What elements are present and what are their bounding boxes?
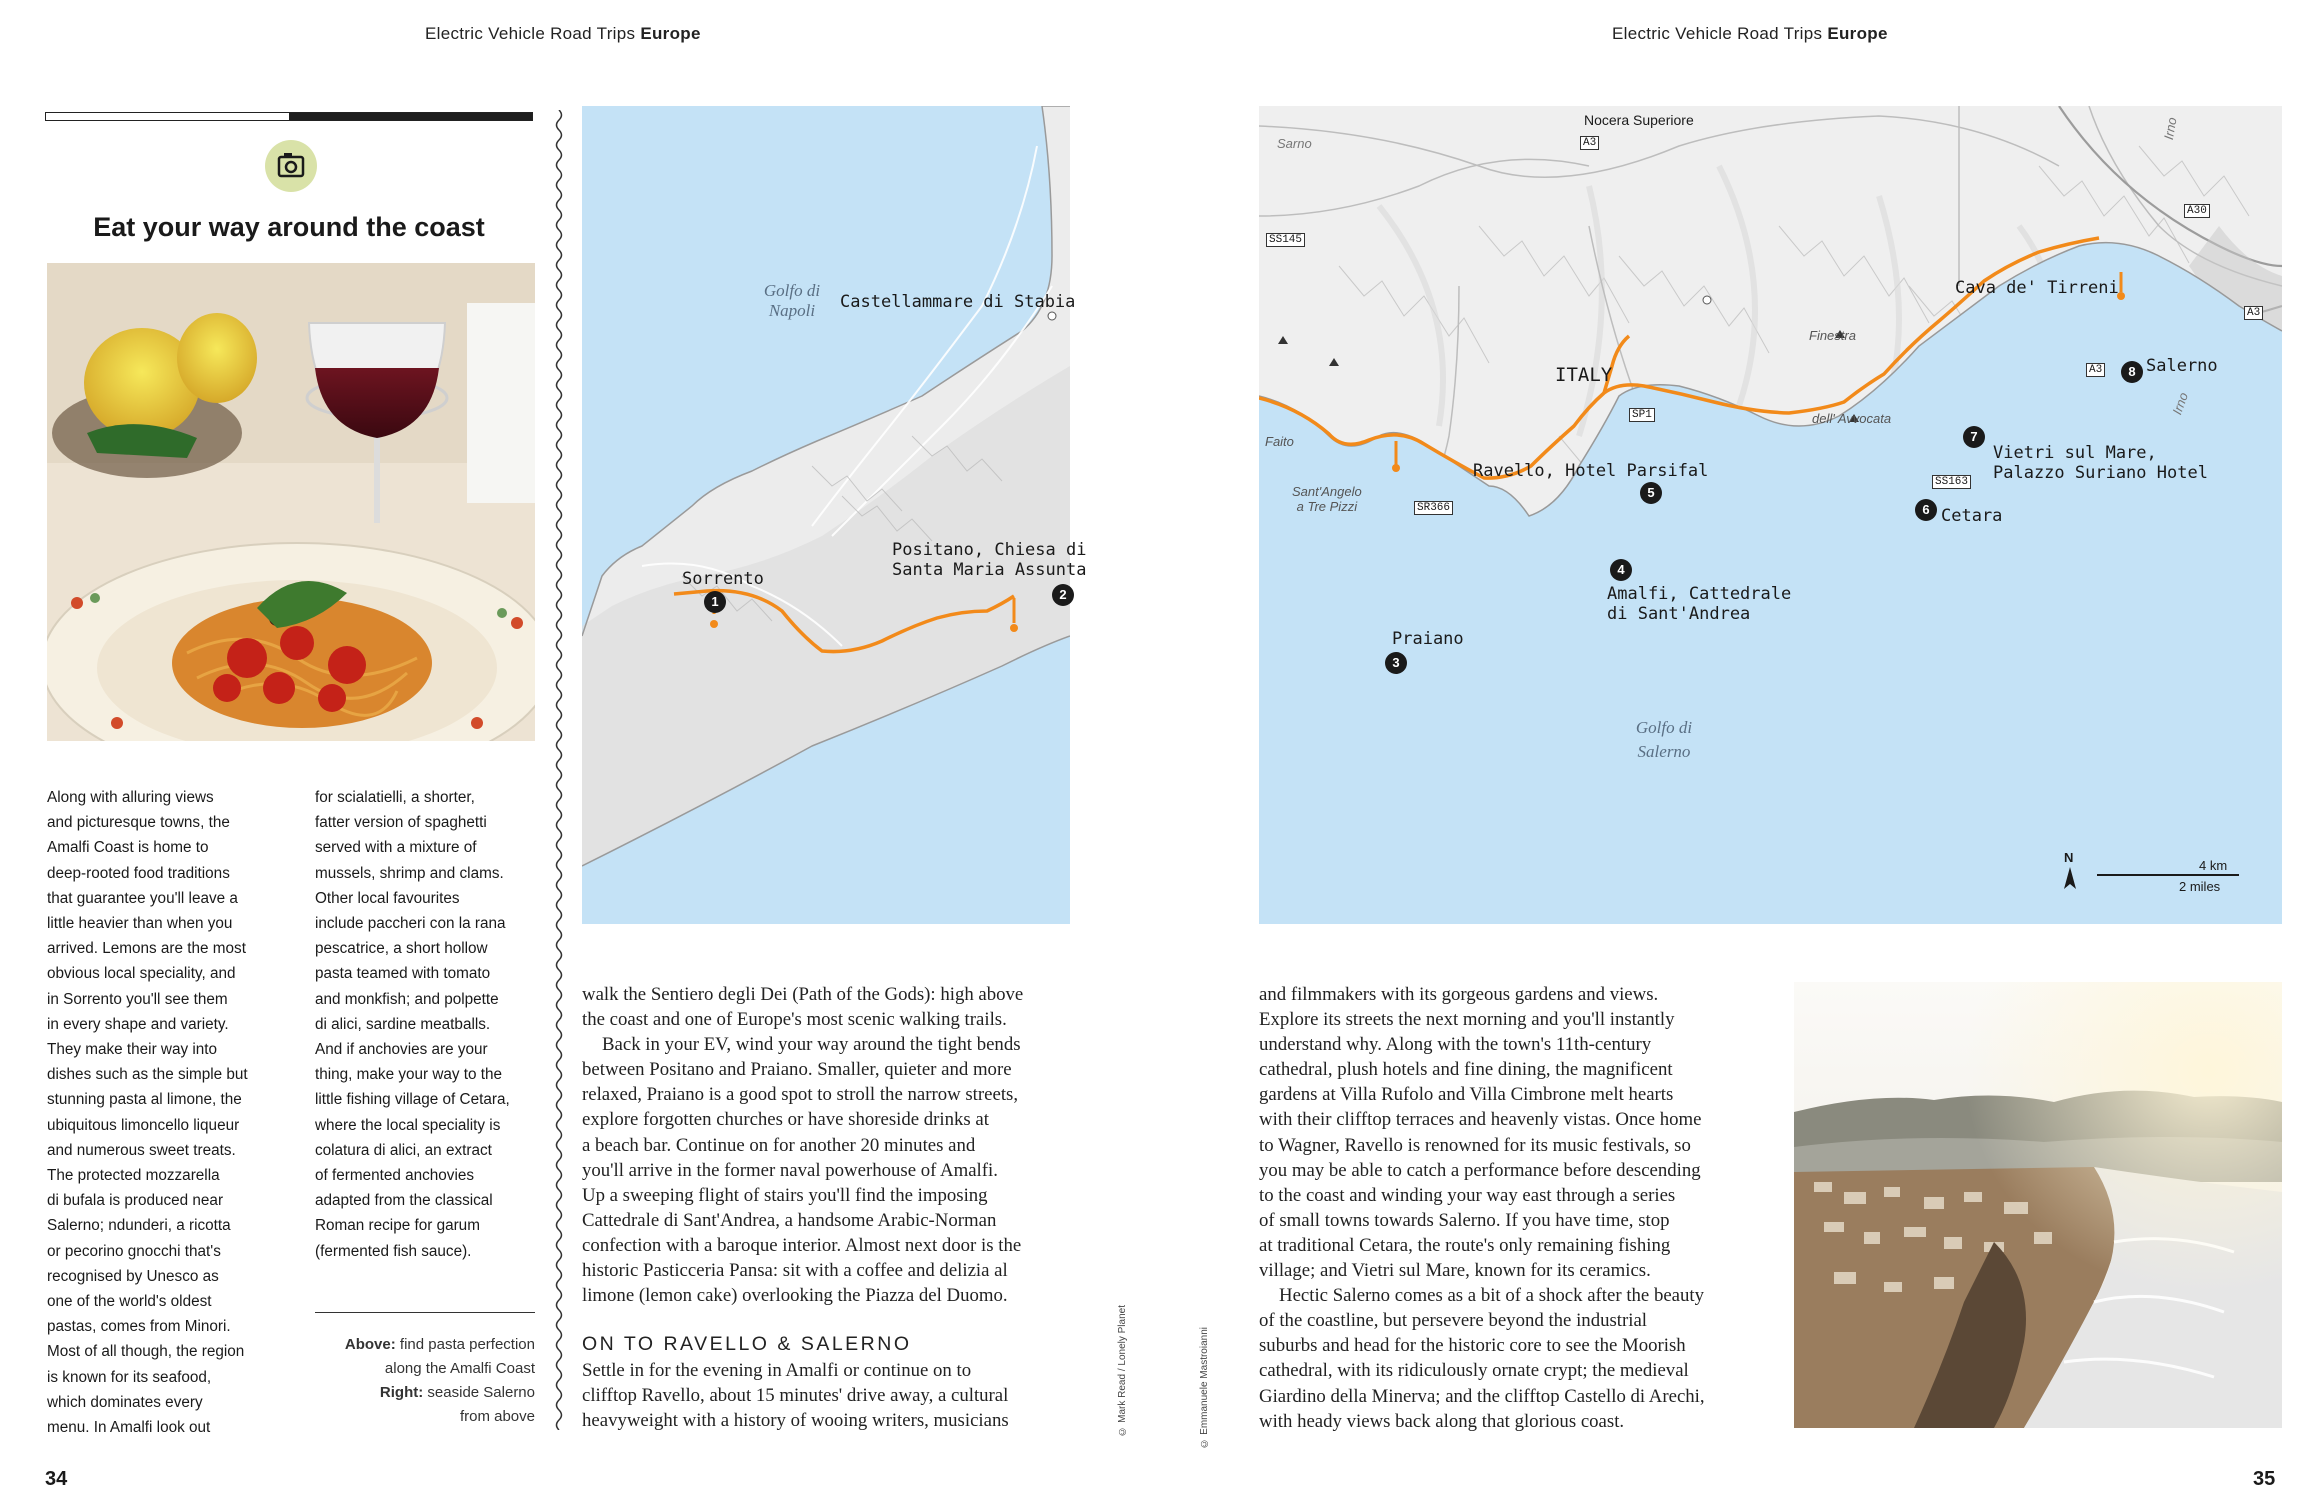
map-label-faito: Faito	[1265, 434, 1294, 449]
map-label-ravello: Ravello, Hotel Parsifal	[1473, 461, 1709, 481]
north-arrow-label: N	[2064, 850, 2074, 865]
map-stop-2: 2	[1052, 584, 1074, 606]
map-label-irno: Irno	[2160, 116, 2180, 141]
sidebar-title: Eat your way around the coast	[93, 212, 485, 242]
article-text-left: walk the Sentiero degli Dei (Path of the Gods): high above the coast and one of Europe's most scenic walking trails. Back in your EV, wind your way around the tight bends between Positano and Praiano. Smaller, quieter and more relaxed, Praiano is a good spot to stroll the narrow streets, explore forgotten churches or have shoreside drinks at a beach bar. Continue on for another 20 minutes and you'll arrive in the former naval powerhouse of Amalfi. Up a sweeping flight of stairs you'll find the imposing Cattedrale di Sant'Andrea, a handsome Arabic-Norman confection with a baroque interior. Almost next door is the historic Pasticceria Pansa: sit with a coffee and delizia al limone (lemon cake) overlooking the Piazza del Duomo.	[582, 984, 1024, 1307]
map-label-cetara: Cetara	[1941, 506, 2003, 526]
road-badge-ss145: SS145	[1266, 233, 1305, 247]
map-stop-1: 1	[704, 591, 726, 613]
page-number-right: 35	[2253, 1468, 2276, 1490]
road-badge-sr366: SR366	[1414, 501, 1453, 515]
wavy-divider	[553, 110, 565, 1430]
photo-credit-2: © Emmanuele Mastroianni	[1199, 1327, 1210, 1449]
road-badge-ss163: SS163	[1932, 475, 1971, 489]
road-badge-a30: A30	[2184, 204, 2210, 218]
section-progress-bar	[45, 112, 533, 121]
map-label-praiano: Praiano	[1392, 629, 1464, 649]
north-arrow-icon	[2064, 867, 2076, 894]
running-head-right: Electric Vehicle Road Trips Europe	[1612, 24, 1888, 43]
map-label-avvocata: dell' Avvocata	[1812, 411, 1892, 426]
map-label-castellammare: Castellammare di Stabia	[840, 292, 1076, 312]
map-stop-8: 8	[2121, 361, 2143, 383]
road-badge-a3: A3	[1580, 136, 1599, 150]
pasta-photo	[47, 263, 535, 741]
map-label-salerno: Salerno	[2146, 356, 2218, 376]
map-stop-7: 7	[1963, 426, 1985, 448]
map-sea-label-napoli: Golfo di Napoli	[763, 281, 821, 320]
camera-icon	[265, 140, 317, 192]
map-label-finestra: Finestra	[1809, 328, 1856, 343]
map-label-amalfi: Amalfi, Cattedrale di Sant'Andrea	[1607, 584, 1792, 624]
scale-miles: 2 miles	[2179, 879, 2221, 894]
map-sorrento-positano	[582, 106, 1087, 924]
map-stop-4: 4	[1610, 559, 1632, 581]
photo-caption: Above: find pasta perfection along the Amalfi Coast Right: seaside Salerno from above	[344, 1336, 535, 1425]
map-label-irno-2: Irno	[2169, 390, 2192, 417]
sidebar-text-col2: for scialatielli, a shorter, fatter version of spaghetti served with a mixture of mussels, shrimp and clams. Other local favourites include paccheri con la rana pescatrice, a short hollow pasta teamed with tomato and monkfish; and polpette di alici, sardine meatballs. And if anchovies are your thing, make your way to the little fishing village of Cetara, where the local speciality is colatura di alici, an extract of fermented anchovies adapted from the classical Roman recipe for garum (fermented fish sauce).	[315, 789, 510, 1260]
map-label-nocera: Nocera Superiore	[1584, 112, 1694, 128]
map-label-cava: Cava de' Tirreni	[1955, 278, 2119, 298]
map-label-sarno: Sarno	[1277, 136, 1312, 151]
map-label-sorrento: Sorrento	[682, 569, 764, 589]
scale-km: 4 km	[2199, 858, 2228, 873]
article-text-right: and filmmakers with its gorgeous gardens and views. Explore its streets the next morning and you'll instantly understand why. Along with the town's 11th-century cathedral, plush hotels and fine dining, the magnificent gardens at Villa Rufolo and Villa Cimbrone melt hearts with their clifftop terraces and heavenly vistas. Once home to Wagner, Ravello is renowned for its music festivals, so you may be able to catch a performance before descending to the coast and winding your way east through a series of small towns towards Salerno. If you have time, stop at traditional Cetara, the route's only remaining fishing village; and Vietri sul Mare, known for its ceramics. Hectic Salerno comes as a bit of a shock after the beauty of the coastline, but persevere beyond the industrial suburbs and head for the historic core to see the Moorish cathedral, with its ridiculously ornate crypt; the medieval Giardino della Minerva; and the clifftop Castello di Arechi, with heady views back along that glorious coast.	[1259, 984, 1705, 1432]
map-label-italy: ITALY	[1555, 364, 1613, 386]
caption-rule	[315, 1312, 535, 1313]
road-badge-a3-south: A3	[2086, 363, 2105, 377]
salerno-aerial-photo	[1794, 982, 2282, 1428]
road-badge-sp1: SP1	[1629, 408, 1655, 422]
section-subhead: ON TO RAVELLO & SALERNO	[582, 1333, 912, 1355]
map-stop-5: 5	[1640, 482, 1662, 504]
sidebar-text-col1: Along with alluring views and picturesque towns, the Amalfi Coast is home to deep-rooted food traditions that guarantee you'll leave a little heavier than when you arrived. Lemons are the most obvious local speciality, and in Sorrento you'll see them in every shape and variety. They make their way into dishes such as the simple but stunning pasta al limone, the ubiquitous limoncello liqueur and numerous sweet treats. The protected mozzarella di bufala is produced near Salerno; ndunderi, a ricotta or pecorino gnocchi that's recognised by Unesco as one of the world's oldest pastas, comes from Minori. Most of all though, the region is known for its seafood, which dominates every menu. In Amalfi look out	[47, 789, 248, 1437]
road-badge-a3-east: A3	[2244, 306, 2263, 320]
running-head-left: Electric Vehicle Road Trips Europe	[425, 24, 701, 43]
photo-credit-1: © Mark Read / Lonely Planet	[1117, 1305, 1128, 1437]
map-label-vietri: Vietri sul Mare, Palazzo Suriano Hotel	[1993, 443, 2208, 483]
map-label-positano: Positano, Chiesa di Santa Maria Assunta	[892, 540, 1087, 580]
progress-fill	[289, 113, 532, 120]
map-label-santangelo: Sant'Angelo a Tre Pizzi	[1292, 484, 1362, 514]
article-text-left-2: Settle in for the evening in Amalfi or continue on to clifftop Ravello, about 15 minutes' drive away, a cultural heavyweight with a history of wooing writers, musicians	[582, 1360, 1009, 1432]
map-amalfi-coast	[1259, 106, 2282, 924]
map-stop-6: 6	[1915, 499, 1937, 521]
map-stop-3: 3	[1385, 652, 1407, 674]
page-number-left: 34	[45, 1468, 68, 1490]
map-sea-label-salerno: Golfo di Salerno	[1635, 718, 1693, 761]
